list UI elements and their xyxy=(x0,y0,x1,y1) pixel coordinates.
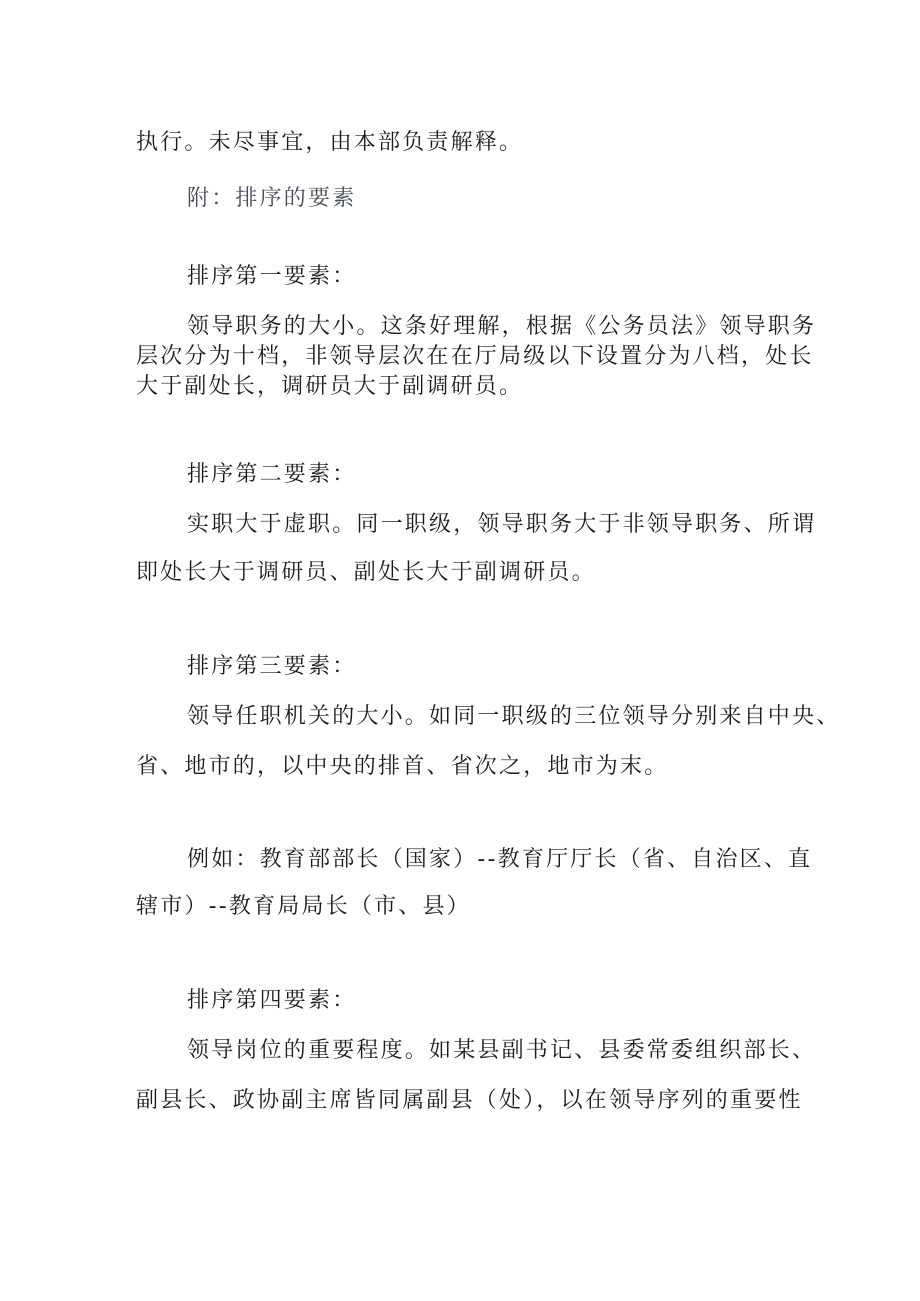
paragraph-2-line-1: 实职大于虚职。同一职级，领导职务大于非领导职务、所谓 xyxy=(187,512,817,537)
paragraph-3-line-2: 省、地市的，以中央的排首、省次之，地市为末。 xyxy=(136,754,669,779)
paragraph-4-line-2: 副县长、政协副主席皆同属副县（处），以在领导序列的重要性 xyxy=(136,1088,803,1113)
appendix-heading: 附：排序的要素 xyxy=(187,186,357,211)
paragraph-1-line-1: 领导职务的大小。这条好理解，根据《公务员法》领导职务 xyxy=(187,314,817,339)
paragraph-3-line-1: 领导任职机关的大小。如同一职级的三位领导分别来自中央、 xyxy=(187,704,841,729)
text-line-closing: 执行。未尽事宜，由本部负责解释。 xyxy=(136,130,524,155)
section-heading-4: 排序第四要素： xyxy=(187,988,357,1013)
section-heading-2: 排序第二要素： xyxy=(187,462,357,487)
section-heading-3: 排序第三要素： xyxy=(187,654,357,679)
example-line-1: 例如：教育部部长（国家）--教育厅厅长（省、自治区、直 xyxy=(187,847,813,872)
paragraph-1-line-3: 大于副处长，调研员大于副调研员。 xyxy=(136,374,524,399)
paragraph-4-line-1: 领导岗位的重要程度。如某县副书记、县委常委组织部长、 xyxy=(187,1038,817,1063)
paragraph-2-line-2: 即处长大于调研员、副处长大于副调研员。 xyxy=(136,560,596,585)
paragraph-1-line-2: 层次分为十档，非领导层次在在厅局级以下设置分为八档，处长 xyxy=(136,344,814,369)
section-heading-1: 排序第一要素： xyxy=(187,264,357,289)
example-line-2: 辖市）--教育局局长（市、县） xyxy=(136,894,471,919)
